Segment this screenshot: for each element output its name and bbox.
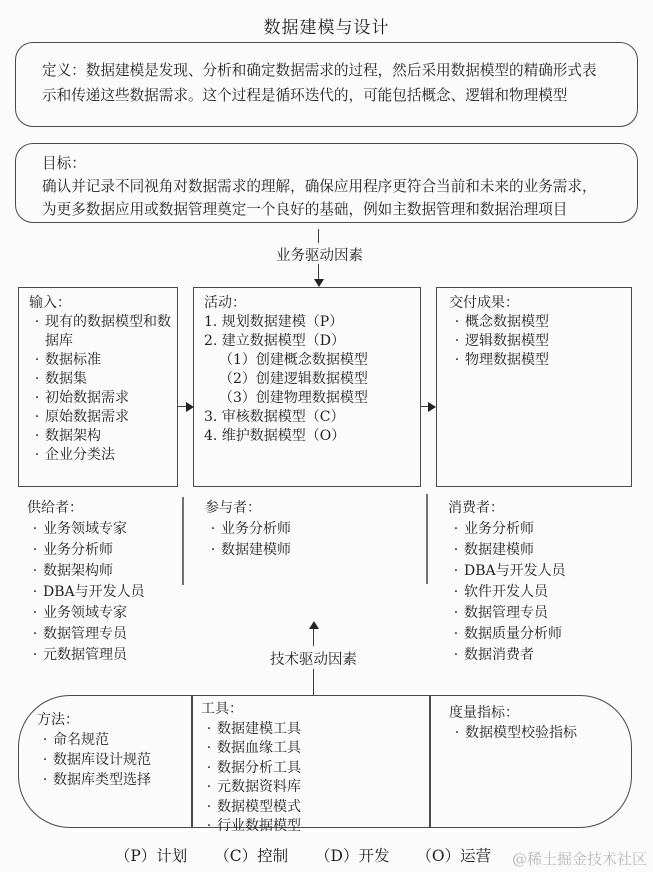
bullet-icon: · xyxy=(206,759,212,776)
technical-driver-arrow-shaft xyxy=(313,629,314,646)
participant-item-text: 业务分析师 xyxy=(221,521,291,537)
watermark: @稀土掘金技术社区 xyxy=(511,850,647,868)
deliverable-item-text: 概念数据模型 xyxy=(465,314,549,330)
goals-text: 确认并记录不同视角对数据需求的理解，确保应用程序更符合当前和未来的业务需求，为更多数据应用或数据管理奠定一个良好的基础，例如主数据管理和数据治理项目 xyxy=(42,178,597,218)
participant-item xyxy=(205,540,355,561)
activity-line: 4. 维护数据模型（O） xyxy=(204,428,346,444)
bullet-icon: · xyxy=(34,409,40,425)
tool-item xyxy=(201,739,421,759)
tool-item xyxy=(201,759,421,779)
bullet-icon: · xyxy=(34,352,40,368)
tool-item xyxy=(201,778,421,798)
bullet-icon: · xyxy=(32,584,38,600)
tool-item xyxy=(201,798,421,818)
consumer-item-text: 数据管理专员 xyxy=(464,605,548,621)
consumer-item xyxy=(448,624,632,645)
technical-driver-label: 技术驱动因素 xyxy=(270,652,357,668)
bullet-icon: · xyxy=(453,584,459,600)
metrics-label: 度量指标： xyxy=(449,705,519,721)
bullet-icon: · xyxy=(453,647,459,663)
tool-item xyxy=(201,720,421,740)
activity-subline: （1）创建概念数据模型 xyxy=(219,352,368,368)
bullet-icon: · xyxy=(206,740,212,756)
bullet-icon: · xyxy=(34,428,40,444)
tools-column xyxy=(201,700,421,837)
technical-driver-line-bottom xyxy=(313,669,314,695)
participants-column xyxy=(205,498,355,561)
deliverable-item xyxy=(449,351,623,370)
method-item-text: 命名规范 xyxy=(53,732,109,748)
supplier-item xyxy=(27,624,179,645)
definition-text: 定义：数据建模是发现、分析和确定数据需求的过程，然后采用数据模型的精确形式表示和传递这些数据需求。这个过程是循环迭代的，可能包括概念、逻辑和物理模型 xyxy=(42,62,597,104)
activity-subline: （2）创建逻辑数据模型 xyxy=(219,371,368,387)
method-item-text: 数据库类型选择 xyxy=(53,772,151,788)
tools-metrics-divider xyxy=(429,696,431,827)
bullet-icon: · xyxy=(32,542,38,558)
bullet-icon: · xyxy=(454,725,460,741)
bullet-icon: · xyxy=(42,752,48,768)
participants-consumers-divider xyxy=(426,494,428,584)
method-item-text: 数据库设计规范 xyxy=(53,752,151,768)
method-item xyxy=(37,750,185,770)
definition-box xyxy=(15,42,638,127)
tools-label: 工具： xyxy=(201,701,243,717)
suppliers-column xyxy=(27,498,179,666)
business-driver-arrow-shaft xyxy=(318,264,319,280)
methods-tools-divider xyxy=(191,696,193,827)
diagram-title: 数据建模与设计 xyxy=(263,18,390,38)
bullet-icon: · xyxy=(42,772,48,788)
bullet-icon: · xyxy=(32,521,38,537)
consumer-item-text: 软件开发人员 xyxy=(464,584,548,600)
supplier-item-text: 业务分析师 xyxy=(43,542,113,558)
bottom-box xyxy=(18,695,632,834)
supplier-item-text: 数据架构师 xyxy=(43,563,113,579)
legend-item-operate: （O）运营 xyxy=(416,847,492,865)
methods-label: 方法： xyxy=(37,712,79,728)
bullet-icon: · xyxy=(210,542,216,558)
bullet-icon: · xyxy=(454,314,460,330)
bullet-icon: · xyxy=(34,447,40,463)
bullet-icon: · xyxy=(453,563,459,579)
input-item-text: 初始数据需求 xyxy=(45,390,129,406)
bullet-icon: · xyxy=(206,798,212,815)
suppliers-label: 供给者： xyxy=(27,500,83,516)
consumer-item xyxy=(448,519,632,540)
tool-item-text: 数据建模工具 xyxy=(217,720,301,737)
deliverables-label: 交付成果： xyxy=(449,295,519,311)
tool-item-text: 元数据资料库 xyxy=(217,779,301,795)
input-item xyxy=(29,427,171,446)
bullet-icon: · xyxy=(453,542,459,558)
supplier-item-text: 数据管理专员 xyxy=(43,626,127,642)
activity-line: 3. 审核数据模型（C） xyxy=(204,409,345,425)
supplier-item xyxy=(27,561,179,582)
bullet-icon: · xyxy=(32,626,38,642)
input-item-text: 现有的数据模型和数据库 xyxy=(45,314,171,349)
bullet-icon: · xyxy=(32,605,38,621)
participant-item-text: 数据建模师 xyxy=(221,542,291,558)
consumer-item xyxy=(448,645,632,666)
deliverables-box xyxy=(436,287,632,487)
metric-item xyxy=(449,723,619,743)
suppliers-participants-divider xyxy=(182,497,184,585)
tool-item-text: 行业数据模型 xyxy=(217,818,301,834)
activities-to-deliverables-arrowhead-icon xyxy=(428,402,436,412)
activity-subline: （3）创建物理数据模型 xyxy=(219,390,368,406)
technical-driver-arrowhead-icon xyxy=(309,621,319,629)
supplier-item xyxy=(27,645,179,666)
bullet-icon: · xyxy=(42,732,48,748)
bullet-icon: · xyxy=(210,521,216,537)
bullet-icon: · xyxy=(34,390,40,406)
input-item xyxy=(29,313,171,351)
consumer-item-text: 数据质量分析师 xyxy=(464,626,562,642)
input-item-text: 数据集 xyxy=(45,371,87,387)
consumer-item-text: 业务分析师 xyxy=(464,521,534,537)
consumers-label: 消费者： xyxy=(448,500,504,516)
inputs-box xyxy=(18,287,178,487)
tool-item-text: 数据血缘工具 xyxy=(217,740,301,756)
input-item xyxy=(29,408,171,427)
legend-item-control: （C）控制 xyxy=(214,847,289,865)
consumer-item xyxy=(448,540,632,561)
supplier-item xyxy=(27,540,179,561)
method-item xyxy=(37,770,185,790)
input-item-text: 数据架构 xyxy=(45,428,101,444)
tool-item-text: 数据分析工具 xyxy=(217,759,301,776)
bullet-icon: · xyxy=(32,563,38,579)
legend-item-plan: （P）计划 xyxy=(114,847,188,865)
supplier-item xyxy=(27,519,179,540)
consumer-item xyxy=(448,582,632,603)
business-driver-arrowhead-icon xyxy=(314,279,324,287)
bullet-icon: · xyxy=(34,371,40,387)
activities-box xyxy=(193,287,421,487)
legend-item-develop: （D）开发 xyxy=(315,847,390,865)
consumer-item xyxy=(448,561,632,582)
participants-label: 参与者： xyxy=(205,500,261,516)
consumer-item-text: DBA与开发人员 xyxy=(464,563,566,579)
bullet-icon: · xyxy=(34,314,40,330)
deliverable-item xyxy=(449,313,623,332)
participant-item xyxy=(205,519,355,540)
bullet-icon: · xyxy=(453,521,459,537)
bullet-icon: · xyxy=(453,626,459,642)
deliverable-item xyxy=(449,332,623,351)
input-item-text: 企业分类法 xyxy=(45,447,115,463)
deliverable-item-text: 逻辑数据模型 xyxy=(465,333,549,349)
activities-label: 活动： xyxy=(204,295,246,311)
input-item-text: 数据标准 xyxy=(45,352,101,368)
input-item xyxy=(29,351,171,370)
consumer-item xyxy=(448,603,632,624)
deliverable-item-text: 物理数据模型 xyxy=(465,352,549,368)
tool-item xyxy=(201,817,421,837)
inputs-label: 输入： xyxy=(29,295,71,311)
activity-line: 1. 规划数据建模（P） xyxy=(204,314,344,330)
metrics-column xyxy=(449,703,619,743)
bullet-icon: · xyxy=(206,720,212,737)
supplier-item-text: 业务领域专家 xyxy=(43,605,127,621)
goals-box xyxy=(15,143,638,223)
tool-item-text: 数据模型模式 xyxy=(217,798,301,815)
supplier-item xyxy=(27,582,179,603)
input-item-text: 原始数据需求 xyxy=(45,409,129,425)
consumer-item-text: 数据建模师 xyxy=(464,542,534,558)
methods-column xyxy=(37,710,185,790)
metric-item-text: 数据模型校验指标 xyxy=(465,725,577,741)
bullet-icon: · xyxy=(32,647,38,663)
bullet-icon: · xyxy=(454,352,460,368)
goals-label: 目标： xyxy=(42,155,86,172)
supplier-item-text: DBA与开发人员 xyxy=(43,584,145,600)
supplier-item-text: 元数据管理员 xyxy=(43,647,127,663)
input-item xyxy=(29,389,171,408)
bullet-icon: · xyxy=(453,605,459,621)
bullet-icon: · xyxy=(206,779,212,795)
bullet-icon: · xyxy=(206,818,212,834)
bullet-icon: · xyxy=(454,333,460,349)
supplier-item xyxy=(27,603,179,624)
business-driver-label: 业务驱动因素 xyxy=(276,248,363,264)
consumers-column xyxy=(448,498,632,666)
input-item xyxy=(29,370,171,389)
method-item xyxy=(37,730,185,750)
business-driver-line-top xyxy=(318,229,319,243)
activity-line: 2. 建立数据模型（D） xyxy=(204,333,346,349)
input-item xyxy=(29,446,171,465)
supplier-item-text: 业务领域专家 xyxy=(43,521,127,537)
consumer-item-text: 数据消费者 xyxy=(464,647,534,663)
